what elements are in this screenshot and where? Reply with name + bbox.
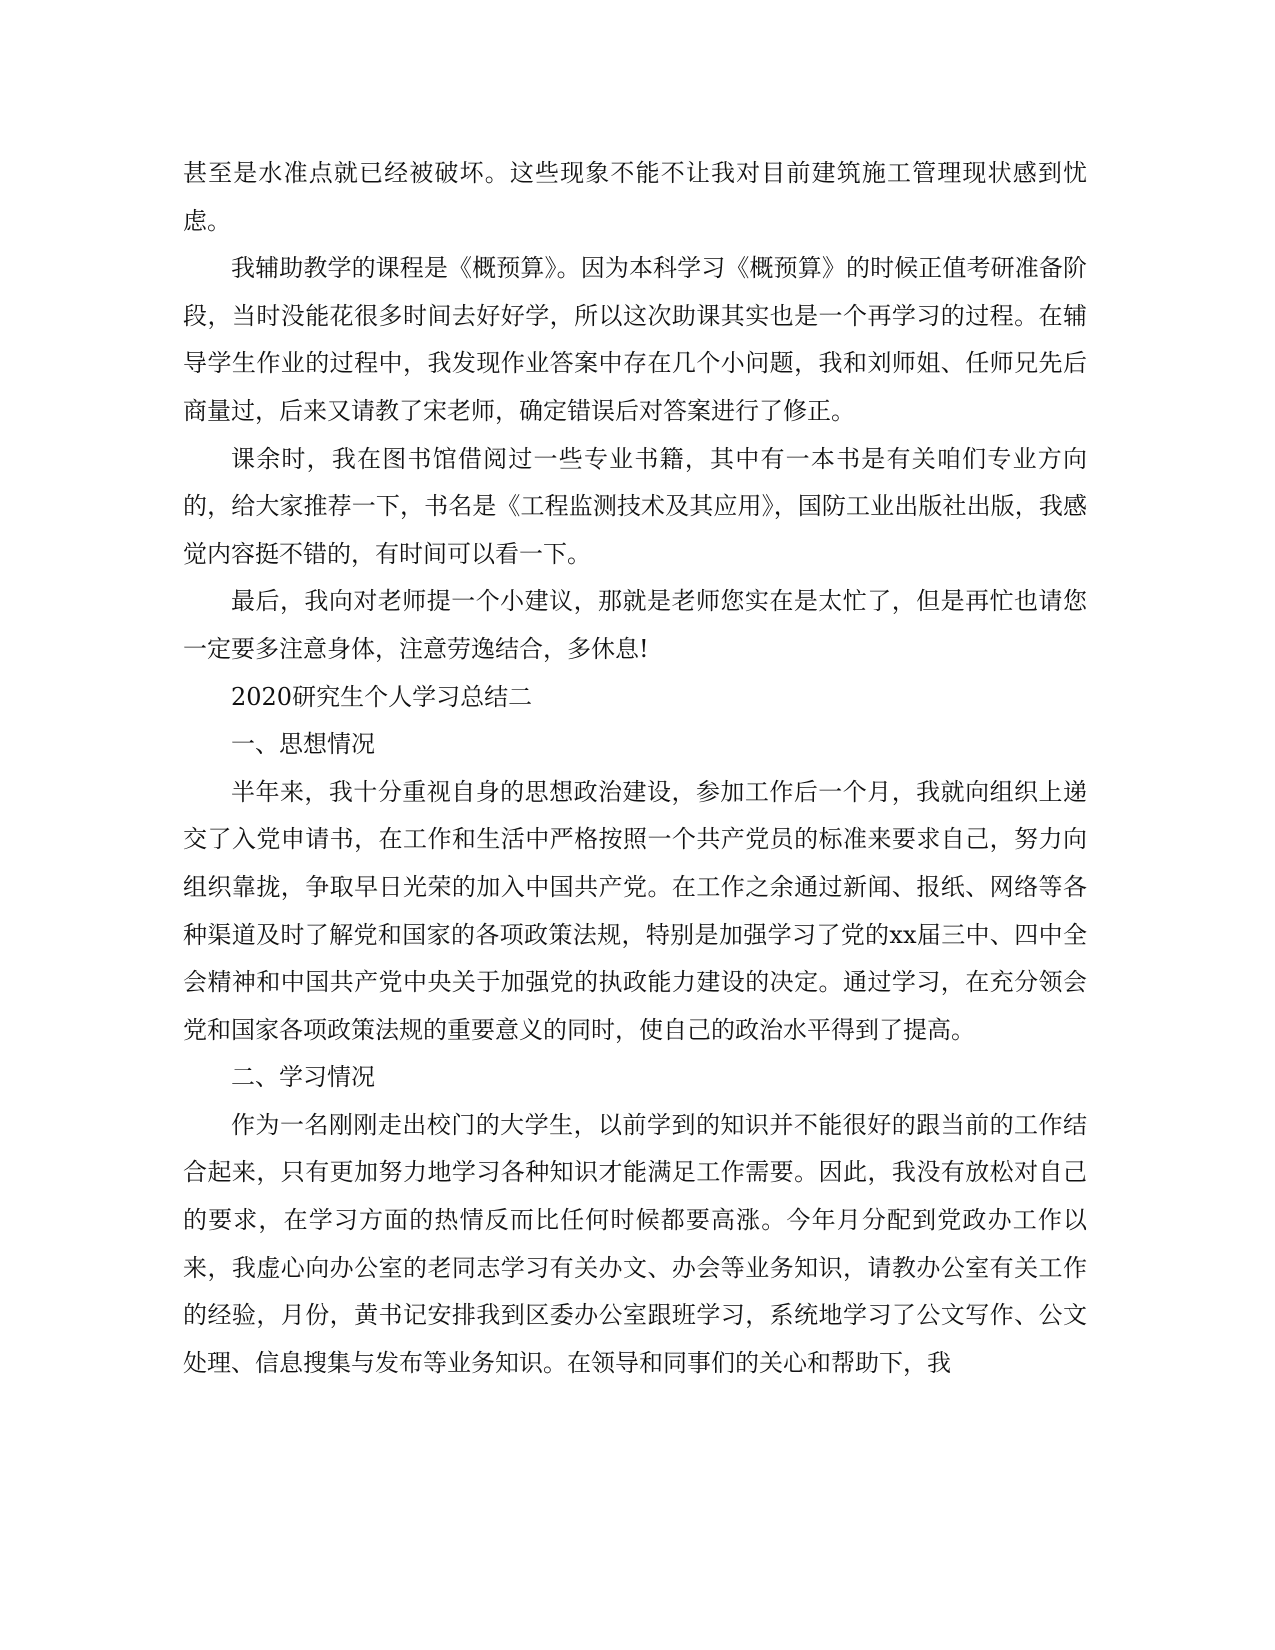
paragraph-course: 我辅助教学的课程是《概预算》。因为本科学习《概预算》的时候正值考研准备阶段，当时没能花很多时间去好好学，所以这次助课其实也是一个再学习的过程。在辅导学生作业的过程中，我发现作业答案中存在几个小问题，我和刘师姐、任师兄先后商量过，后来又请教了宋老师，确定错误后对答案进行了修正。 (183, 254, 1087, 425)
heading-thought: 一、思想情况 (231, 730, 375, 759)
heading-study: 二、学习情况 (231, 1063, 375, 1092)
paragraph-books: 课余时，我在图书馆借阅过一些专业书籍，其中有一本书是有关咱们专业方向的，给大家推荐一下，书名是《工程监测技术及其应用》，国防工业出版社出版，我感觉内容挺不错的，有时间可以看一下。 (183, 444, 1087, 568)
document-body (183, 150, 1087, 1387)
paragraph-continuation: 甚至是水准点就已经被破坏。这些现象不能不让我对目前建筑施工管理现状感到忧虑。 (183, 159, 1087, 235)
paragraph-suggestion: 最后，我向对老师提一个小建议，那就是老师您实在是太忙了，但是再忙也请您一定要多注意身体，注意劳逸结合，多休息! (183, 587, 1087, 663)
section-title-2: 2020研究生个人学习总结二 (231, 682, 533, 711)
paragraph-study: 作为一名刚刚走出校门的大学生，以前学到的知识并不能很好的跟当前的工作结合起来，只有更加努力地学习各种知识才能满足工作需要。因此，我没有放松对自己的要求，在学习方面的热情反而比任何时候都要高涨。今年月分配到党政办工作以来，我虚心向办公室的老同志学习有关办文、办会等业务知识，请教办公室有关工作的经验，月份，黄书记安排我到区委办公室跟班学习，系统地学习了公文写作、公文处理、信息搜集与发布等业务知识。在领导和同事们的关心和帮助下，我 (183, 1110, 1087, 1377)
paragraph-thought: 半年来，我十分重视自身的思想政治建设，参加工作后一个月，我就向组织上递交了入党申请书，在工作和生活中严格按照一个共产党员的标准来要求自己，努力向组织靠拢，争取早日光荣的加入中国共产党。在工作之余通过新闻、报纸、网络等各种渠道及时了解党和国家的各项政策法规，特别是加强学习了党的xx届三中、四中全会精神和中国共产党中央关于加强党的执政能力建设的决定。通过学习，在充分领会党和国家各项政策法规的重要意义的同时，使自己的政治水平得到了提高。 (183, 777, 1087, 1044)
